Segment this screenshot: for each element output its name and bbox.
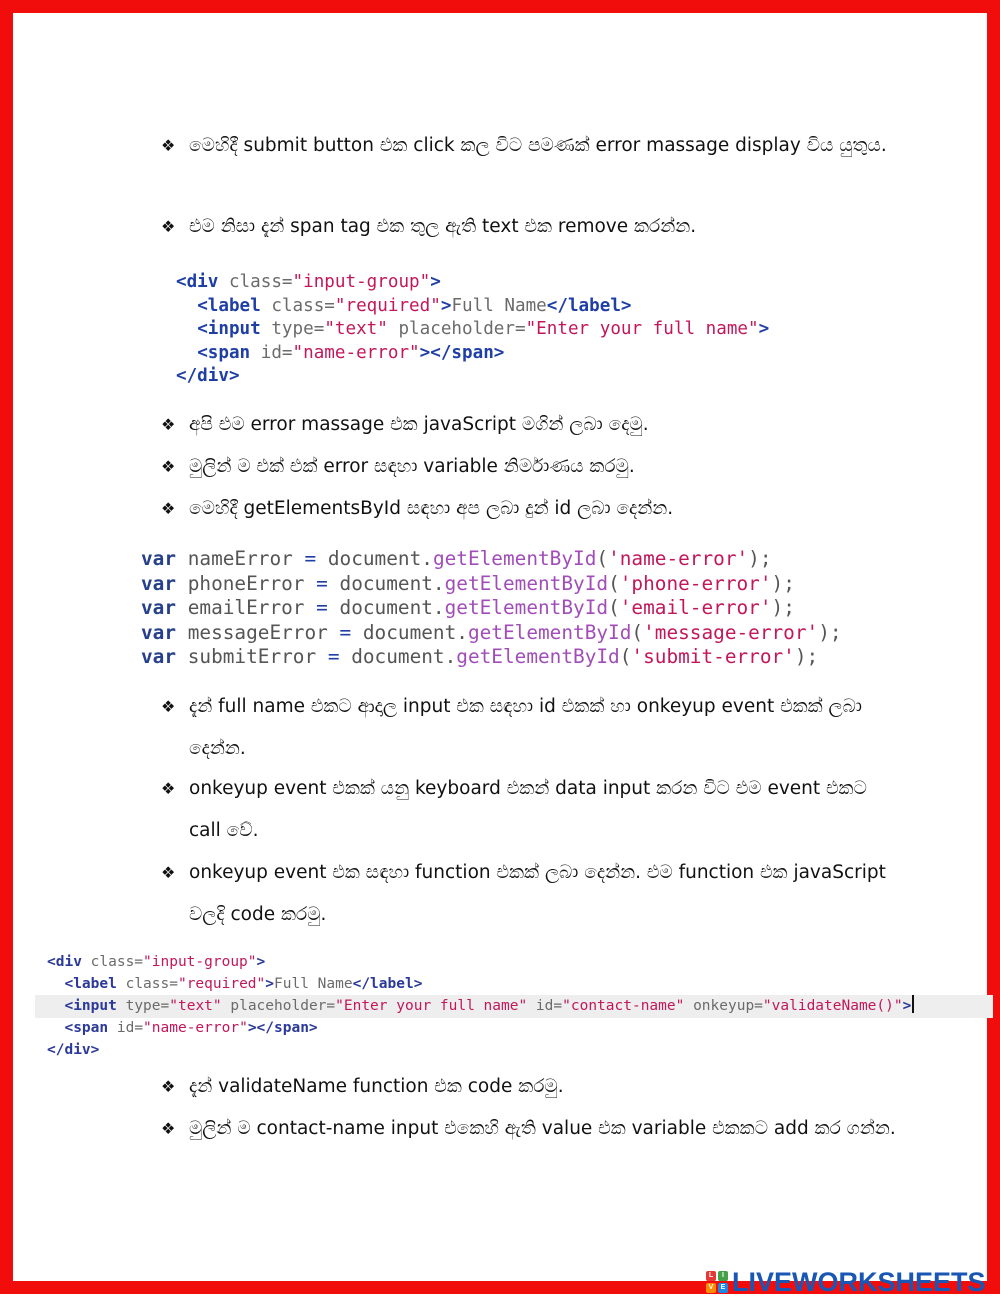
bullet-diamond-icon: ❖ bbox=[161, 217, 176, 236]
code-line: <label class="required">Full Name</label> bbox=[64, 975, 423, 992]
bullet-diamond-icon: ❖ bbox=[161, 499, 176, 518]
bullet-item bbox=[161, 125, 901, 167]
bullet-text: දැන් validateName function එක code කරමු. bbox=[189, 1076, 564, 1097]
bullet-diamond-icon: ❖ bbox=[161, 779, 176, 798]
code-line: <label class="required">Full Name</label> bbox=[197, 295, 632, 316]
bullet-text: මුලින් ම එක් එක් error සඳහා variable නිර්මාණය කරමු. bbox=[189, 456, 635, 477]
code-line: var messageError = document.getElementById('message-error'); bbox=[141, 620, 842, 644]
code-line: </div> bbox=[47, 1041, 100, 1058]
code-line: <span id="name-error"></span> bbox=[197, 342, 505, 363]
bullet-diamond-icon: ❖ bbox=[161, 863, 176, 882]
liveworksheets-logo[interactable] bbox=[706, 1267, 986, 1297]
code-line: var phoneError = document.getElementById('phone-error'); bbox=[141, 571, 795, 595]
bullet-item bbox=[161, 206, 901, 248]
bullet-text: එම නිසා දැන් span tag එක තුල ඇති text එක remove කරන්න. bbox=[189, 216, 697, 237]
code-line: var nameError = document.getElementById('name-error'); bbox=[141, 547, 772, 570]
bullet-diamond-icon: ❖ bbox=[161, 1077, 176, 1096]
html-editor-snippet bbox=[35, 952, 993, 1062]
bullet-item bbox=[161, 1108, 901, 1150]
bullet-text: onkeyup event එකක් යනු keyboard එකන් data input කරන විට එම event එකට call වේ. bbox=[189, 778, 867, 841]
code-line: <div class="input-group"> bbox=[47, 954, 266, 970]
code-line: var submitError = document.getElementById('submit-error'); bbox=[141, 645, 819, 668]
bullet-text: මෙහිදී submit button එක click කල විට පමණක් error massage display විය යුතුය. bbox=[189, 135, 887, 156]
bullet-item bbox=[161, 1066, 901, 1108]
code-line: var emailError = document.getElementById('email-error'); bbox=[141, 596, 795, 619]
code-line: <input type="text" placeholder="Enter your full name"> bbox=[197, 319, 770, 339]
bullet-item bbox=[161, 488, 901, 530]
bullet-text: අපි එම error massage එක javaScript මගින් ලබා දෙමු. bbox=[189, 414, 649, 435]
bullet-item bbox=[161, 404, 901, 446]
bullet-item bbox=[161, 446, 901, 488]
bullet-diamond-icon: ❖ bbox=[161, 457, 176, 476]
bullet-item bbox=[161, 852, 901, 936]
bullet-diamond-icon: ❖ bbox=[161, 1119, 176, 1138]
bullet-item bbox=[161, 768, 901, 852]
bullet-text: මෙහිදී getElementsById සඳහා අප ලබා දුන් id ලබා දෙන්න. bbox=[189, 498, 674, 519]
bullet-text: onkeyup event එක සඳහා function එකක් ලබා දෙන්න. එම function එක javaScript වලදි code කරමු. bbox=[189, 862, 886, 925]
bullet-diamond-icon: ❖ bbox=[161, 697, 176, 716]
js-code-snippet bbox=[141, 547, 842, 670]
bullet-text: දැන් full name එකට ආදාල input එක සඳහා id එකක් හා onkeyup event එකක් ලබා දෙන්න. bbox=[189, 696, 862, 759]
logo-squares-icon: L I V E bbox=[706, 1271, 728, 1293]
bullet-item bbox=[161, 686, 901, 770]
bullet-text: මුලින් ම contact-name input එකෙහි ඇති value එක variable එකකට add කර ගන්න. bbox=[189, 1118, 896, 1139]
code-line-highlighted: <input type="text" placeholder="Enter your full name" id="contact-name" onkeyup="validateName()"> bbox=[35, 995, 993, 1018]
bullet-diamond-icon: ❖ bbox=[161, 136, 176, 155]
logo-text: LIVEWORKSHEETS bbox=[732, 1266, 986, 1297]
code-line: <div class="input-group"> bbox=[176, 272, 441, 292]
code-line: <span id="name-error"></span> bbox=[64, 1020, 318, 1037]
text-cursor bbox=[912, 995, 914, 1013]
bullet-diamond-icon: ❖ bbox=[161, 415, 176, 434]
code-line: </div> bbox=[176, 366, 240, 386]
html-code-snippet bbox=[176, 271, 769, 389]
